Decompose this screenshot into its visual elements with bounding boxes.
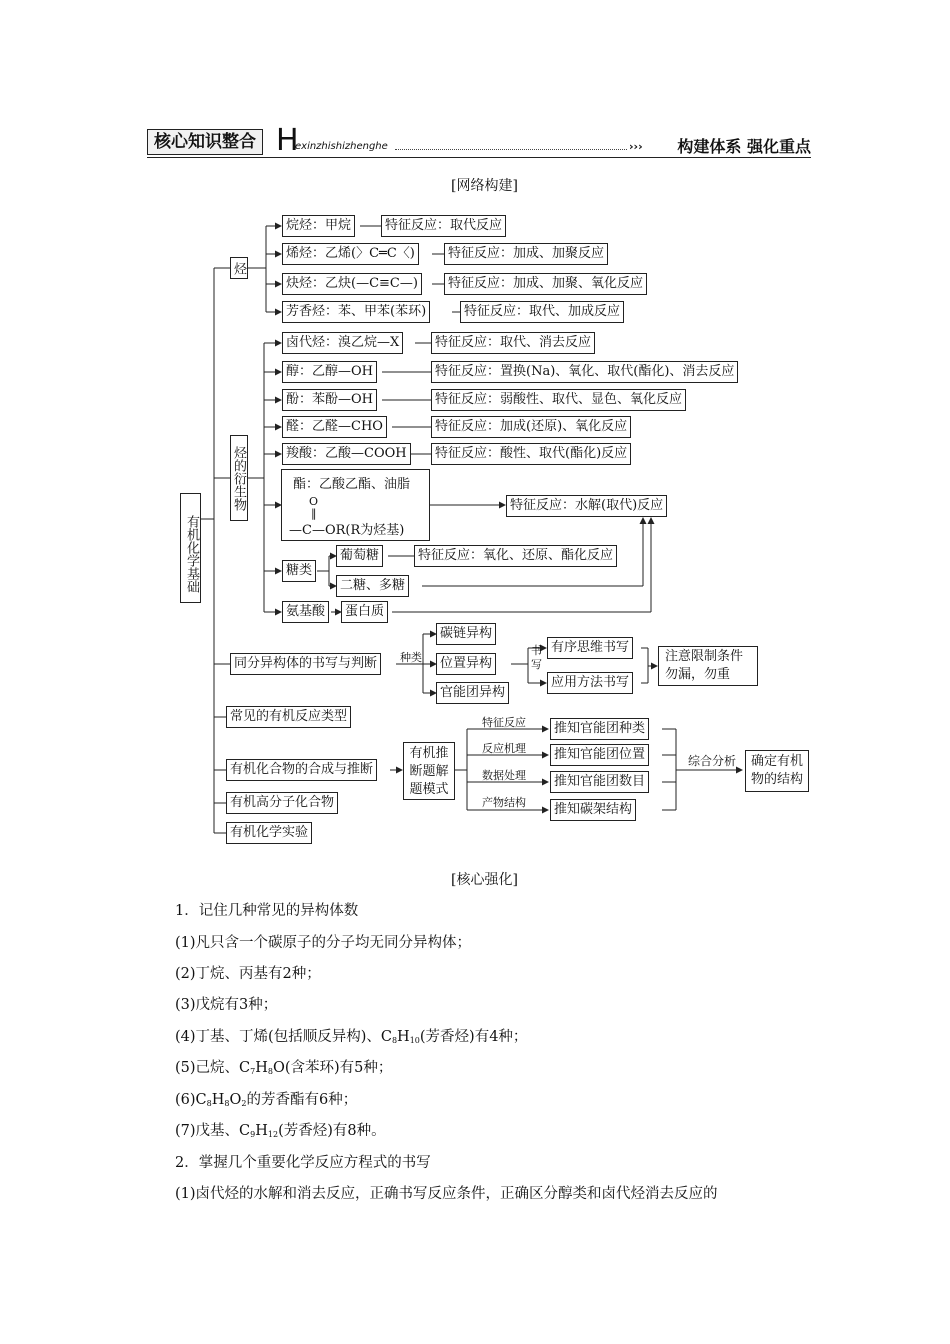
ester-title: 酯：乙酸乙酯、油脂 [293,477,411,492]
network-title: [网络构建] [451,178,518,194]
disaccharide-box: 二糖、多糖 [336,575,409,597]
polymer-box: 有机高分子化合物 [226,792,338,814]
orderly-writing-box: 有序思维书写 [547,637,633,659]
write-label: 书写 [531,644,542,671]
data-processing-label: 数据处理 [482,769,526,782]
protein-box: 蛋白质 [341,601,388,623]
isomer-box: 同分异构体的书写与判断 [230,653,381,675]
header-subtitle: 构建体系 强化重点 [677,137,811,156]
amino-acid-box: 氨基酸 [282,601,329,623]
text-line-5: (4)丁基、丁烯(包括顺反异构)、$C_8H_{10}$(芳香烃)有4种； [175,1029,528,1045]
acid-reaction-box: 特征反应：酸性、取代(酯化)反应 [431,443,631,465]
ester-formula: —C—OR(R为烃基) [289,523,405,538]
mechanism-label: 反应机理 [482,742,526,755]
acid-box: 羧酸：乙酸—COOH [282,443,411,465]
phenol-reaction-box: 特征反应：弱酸性、取代、显色、氧化反应 [431,389,686,411]
text-line-9: 2．掌握几个重要化学反应方程式的书写 [175,1155,431,1171]
chevron-right-icon: ››› [629,140,643,153]
alkane-box: 烷烃：甲烷 [282,215,355,237]
text-line-4: (3)戊烷有3种； [175,997,278,1013]
aldehyde-box: 醛：乙醛—CHO [282,416,387,438]
note-box: 注意限制条件勿漏，勿重 [658,646,758,686]
kinds-label: 种类 [400,651,422,664]
phenol-box: 酚：苯酚—OH [282,389,377,411]
alcohol-box: 醇：乙醇—OH [282,361,377,383]
group-count-box: 推知官能团数目 [550,771,649,793]
hydrocarbon-box: 烃 [230,257,248,279]
alkene-box: 烯烃：乙烯(〉C═C〈) [282,243,419,265]
group-type-box: 推知官能团种类 [550,718,649,740]
header-title: 核心知识整合 [147,129,263,155]
result-box: 确定有机物的结构 [745,750,809,792]
feature-label: 特征反应 [482,716,526,729]
inference-mode-box: 有机推断题解题模式 [403,742,455,800]
position-isomer-box: 位置异构 [436,653,496,675]
text-line-7: $(6)C_8H_8O_2$的芳香酯有6种； [175,1092,358,1108]
aldehyde-reaction-box: 特征反应：加成(还原)、氧化反应 [431,416,631,438]
halide-reaction-box: 特征反应：取代、消去反应 [431,332,595,354]
text-line-3: (2)丁烷、丙基有2种； [175,966,321,982]
text-line-8: (7)戊基、$C_9H_{12}$(芳香烃)有8种。 [175,1123,386,1139]
carbon-skeleton-box: 推知碳架结构 [550,799,636,821]
arene-reaction-box: 特征反应：取代、加成反应 [460,301,624,323]
analysis-label: 综合分析 [688,754,737,768]
glucose-reaction-box: 特征反应：氧化、还原、酯化反应 [414,545,617,567]
derivative-box: 烃的衍生物 [230,435,248,521]
ester-reaction-box: 特征反应：水解(取代)反应 [506,495,667,517]
text-line-6: (5)己烷、$C_7H_8O$(含苯环)有5种； [175,1060,393,1076]
header-big-letter: H [276,123,299,158]
ester-oxygen: O [309,495,319,508]
alkene-reaction-box: 特征反应：加成、加聚反应 [444,243,608,265]
text-line-1: 1．记住几种常见的异构体数 [175,903,359,919]
root-box: 有机化学基础 [180,493,201,603]
synthesis-box: 有机化合物的合成与推断 [226,759,377,781]
text-line-10: (1)卤代烃的水解和消去反应，正确书写反应条件，正确区分醇类和卤代烃消去反应的 [175,1186,718,1202]
halide-box: 卤代烃：溴乙烷—X [282,332,403,354]
ester-box [281,469,430,541]
alcohol-reaction-box: 特征反应：置换(Na)、氧化、取代(酯化)、消去反应 [431,361,738,383]
group-isomer-box: 官能团异构 [436,682,509,704]
experiment-box: 有机化学实验 [226,822,312,844]
core-title: [核心强化] [451,872,518,888]
alkane-reaction-box: 特征反应：取代反应 [381,215,506,237]
group-position-box: 推知官能团位置 [550,744,649,766]
reaction-types-box: 常见的有机反应类型 [226,706,351,728]
ester-double-bond: ‖ [311,507,317,520]
arene-box: 芳香烃：苯、甲苯(苯环) [282,301,430,323]
carbon-chain-box: 碳链异构 [436,623,496,645]
header-pinyin: exinzhishizhenghe [295,141,388,152]
alkyne-box: 炔烃：乙炔(—C≡C—) [282,273,422,295]
text-line-2: (1)凡只含一个碳原子的分子均无同分异构体； [175,935,472,951]
glucose-box: 葡萄糖 [336,545,383,567]
sugar-box: 糖类 [282,560,316,582]
product-structure-label: 产物结构 [482,796,526,809]
method-writing-box: 应用方法书写 [547,672,633,694]
alkyne-reaction-box: 特征反应：加成、加聚、氧化反应 [444,273,647,295]
